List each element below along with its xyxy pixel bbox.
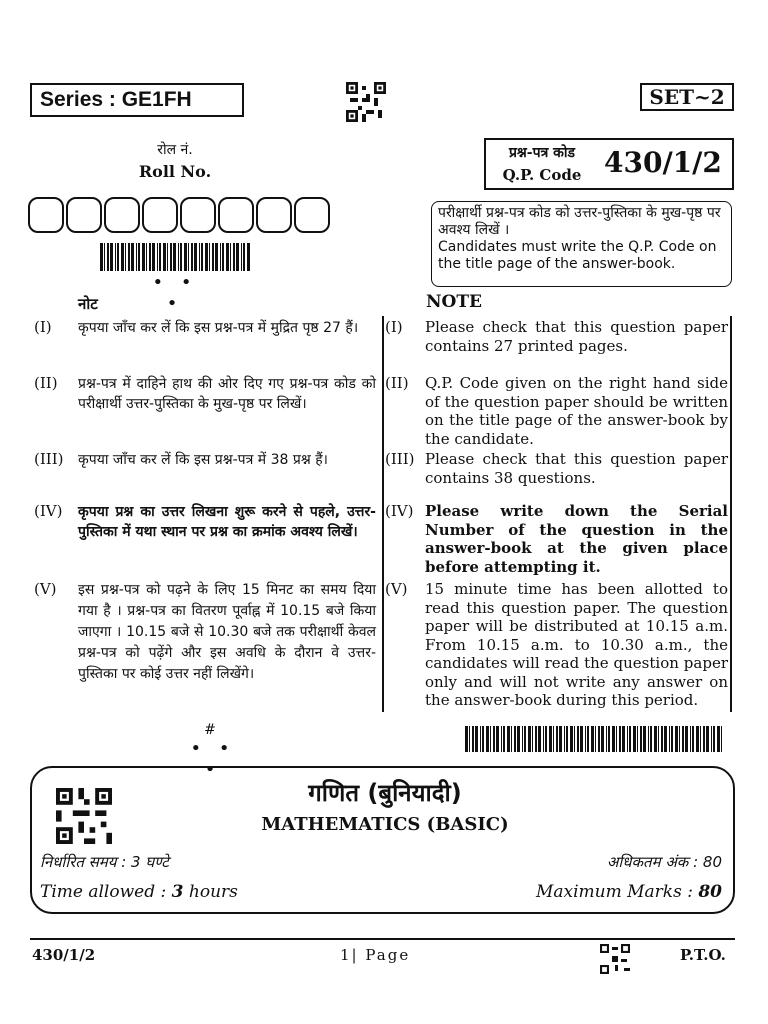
roll-digit-box[interactable]: [142, 197, 178, 233]
dots-marker: • • •: [152, 272, 198, 314]
note-text: Please check that this question paper contains 38 questions.: [425, 450, 728, 487]
max-marks: Maximum Marks : 80: [535, 882, 722, 902]
series-box: [30, 83, 244, 117]
roll-digit-box[interactable]: [66, 197, 102, 233]
note-number: (II): [385, 374, 409, 392]
qr-code-icon: [56, 788, 112, 844]
qp-label-hindi: प्रश्न-पत्र कोड: [508, 145, 576, 161]
time-allowed: Time allowed : 3 hours: [40, 882, 238, 902]
candidate-instruction-box: [431, 201, 732, 287]
series-label: Series : GE1FH: [40, 88, 192, 111]
note-title-hindi: नोट: [78, 295, 98, 313]
qr-code-icon: [346, 82, 386, 122]
hash-marker: #: [204, 722, 216, 738]
roll-digit-box[interactable]: [256, 197, 292, 233]
note-title: NOTE: [426, 292, 482, 312]
candidate-instruction-hindi: परीक्षार्थी प्रश्न-पत्र कोड को उत्तर-पुस्तिका के मुख-पृष्ठ पर अवश्य लिखें ।: [438, 205, 721, 238]
note-text: Please check that this question paper contains 27 printed pages.: [425, 318, 728, 355]
note-number: (V): [34, 580, 57, 598]
barcode-icon: [100, 243, 250, 271]
note-text: 15 minute time has been allotted to read this question paper. The question paper will be distributed at 10.15 a.m. From 10.15 a.m. to 10.30 a.m., the candidates will read the question paper only and will not write any answer on the answer-book during this period.: [425, 580, 728, 709]
qp-label: Q.P. Code: [502, 166, 582, 184]
subject-title-hindi: गणित (बुनियादी): [308, 779, 462, 807]
note-text-hindi: इस प्रश्न-पत्र को पढ़ने के लिए 15 मिनट का समय दिया गया है । प्रश्न-पत्र का वितरण पूर्वाह्न में 10.15 बजे किया जाएगा । 10.15 बजे से 10.30 बजे तक परीक्षार्थी केवल प्रश्न-पत्र को पढ़ेंगे और इस अवधि के दौरान वे उत्तर-पुस्तिका पर कोई उत्तर नहीं लिखेंगे।: [78, 582, 376, 682]
note-number: (I): [385, 318, 403, 336]
note-number: (III): [34, 450, 64, 468]
time-allowed-hindi: निर्धारित समय : 3 घण्टे: [40, 853, 169, 871]
qp-code-value: 430/1/2: [604, 146, 722, 179]
note-number: (II): [34, 374, 58, 392]
note-text-hindi: कृपया जाँच कर लें कि इस प्रश्न-पत्र में मुद्रित पृष्ठ 27 हैं।: [78, 320, 359, 336]
subject-title: MATHEMATICS (BASIC): [261, 814, 509, 835]
barcode-icon: [465, 726, 723, 752]
pto-label: P.T.O.: [680, 946, 726, 964]
note-text-hindi: कृपया जाँच कर लें कि इस प्रश्न-पत्र में 38 प्रश्न हैं।: [78, 452, 328, 468]
note-number: (I): [34, 318, 52, 336]
set-label: SET~2: [649, 85, 725, 109]
note-number: (V): [385, 580, 408, 598]
roll-digit-box[interactable]: [218, 197, 254, 233]
dots-marker: • • •: [190, 738, 236, 780]
roll-digit-box[interactable]: [294, 197, 330, 233]
note-text: Q.P. Code given on the right hand side of the question paper should be written on the title page of the answer-book by the candidate.: [425, 374, 728, 448]
roll-number-boxes[interactable]: [28, 197, 330, 233]
note-number: (III): [385, 450, 415, 468]
qp-code-box: [484, 138, 734, 190]
note-text-hindi: प्रश्न-पत्र में दाहिने हाथ की ओर दिए गए प्रश्न-पत्र कोड को परीक्षार्थी उत्तर-पुस्तिका के मुख-पृष्ठ पर लिखें।: [78, 376, 376, 412]
footer-rule: [30, 938, 735, 940]
roll-label: Roll No.: [138, 162, 212, 181]
roll-digit-box[interactable]: [180, 197, 216, 233]
column-border: [730, 316, 732, 712]
max-marks-hindi: अधिकतम अंक : 80: [606, 853, 722, 871]
qr-code-icon: [600, 944, 630, 974]
note-number: (IV): [385, 502, 414, 520]
footer-qp-code: 430/1/2: [32, 946, 96, 964]
page-number: 1| Page: [340, 946, 411, 964]
candidate-instruction-english: Candidates must write the Q.P. Code on the title page of the answer-book.: [438, 239, 717, 272]
column-divider: [382, 316, 384, 712]
roll-digit-box[interactable]: [28, 197, 64, 233]
note-number: (IV): [34, 502, 63, 520]
roll-digit-box[interactable]: [104, 197, 140, 233]
set-box: [640, 83, 734, 111]
roll-label-hindi: रोल नं.: [157, 142, 193, 158]
note-text: Please write down the Serial Number of the question in the answer-book at the given place before attempting it.: [425, 502, 728, 576]
note-text-hindi: कृपया प्रश्न का उत्तर लिखना शुरू करने से पहले, उत्तर-पुस्तिका में यथा स्थान पर प्रश्न का क्रमांक अवश्य लिखें।: [78, 504, 376, 540]
